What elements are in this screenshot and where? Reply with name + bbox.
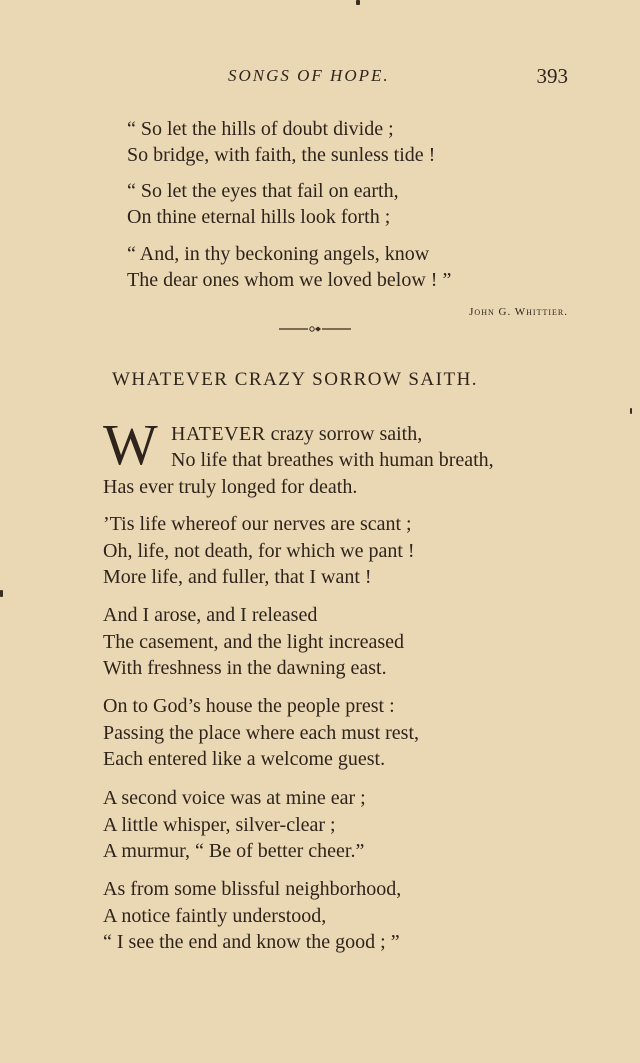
paper-speck: [356, 0, 360, 5]
first-line-rest: crazy sorrow saith,: [265, 423, 423, 445]
paper-speck: [0, 590, 3, 597]
verse-line: The dear ones whom we loved below ! ”: [127, 269, 452, 291]
verse-line: As from some blissful neighborhood,: [103, 878, 402, 900]
verse-line: On thine eternal hills look forth ;: [127, 206, 391, 228]
verse-line: “ And, in thy beckoning angels, know: [127, 243, 430, 265]
paper-speck: [630, 408, 632, 414]
verse-line: ’Tis life whereof our nerves are scant ;: [103, 513, 412, 535]
page-number: 393: [536, 64, 568, 88]
previous-stanza-3: [127, 241, 451, 293]
verse-line: Passing the place where each must rest,: [103, 721, 420, 744]
previous-stanza-1: [127, 116, 435, 168]
stanza-4: [103, 693, 419, 773]
verse-line: The casement, and the light increased: [103, 630, 404, 653]
verse-line: And I arose, and I released: [103, 604, 318, 626]
verse-line: A murmur, “ Be of better cheer.”: [103, 840, 365, 862]
stanza-2: [103, 511, 415, 591]
poem-title: WHATEVER CRAZY SORROW SAITH.: [112, 369, 479, 390]
stanza-5: [103, 785, 366, 865]
verse-line: Each entered like a welcome guest.: [103, 748, 386, 770]
verse-line: Oh, life, not death, for which we pant !: [103, 539, 415, 562]
verse-line: A second voice was at mine ear ;: [103, 787, 366, 809]
verse-line: No life that breathes with human breath,: [171, 449, 494, 471]
verse-line: So bridge, with faith, the sunless tide !: [127, 144, 436, 166]
stanza-6: [103, 876, 401, 956]
verse-line: Has ever truly longed for death.: [103, 475, 358, 498]
verse-line: “ So let the eyes that fail on earth,: [127, 180, 399, 202]
verse-line: “ I see the end and know the good ; ”: [103, 931, 400, 953]
author-attribution: John G. Whittier.: [469, 306, 568, 318]
drop-cap: W: [103, 412, 158, 477]
stanza-3: [103, 602, 404, 682]
verse-line: With freshness in the dawning east.: [103, 657, 387, 679]
first-line: [171, 421, 422, 448]
ornament-divider: [279, 323, 351, 335]
verse-line: A notice faintly understood,: [103, 904, 327, 927]
verse-line: On to God’s house the people prest :: [103, 695, 395, 717]
stanza-1-continuation: [103, 447, 494, 500]
running-title: SONGS OF HOPE.: [228, 66, 390, 85]
verse-line: “ So let the hills of doubt divide ;: [127, 118, 394, 140]
verse-line: More life, and fuller, that I want !: [103, 566, 372, 588]
first-line-caps: HATEVER: [171, 423, 266, 445]
previous-stanza-2: [127, 178, 399, 230]
verse-line: A little whisper, silver-clear ;: [103, 813, 336, 836]
